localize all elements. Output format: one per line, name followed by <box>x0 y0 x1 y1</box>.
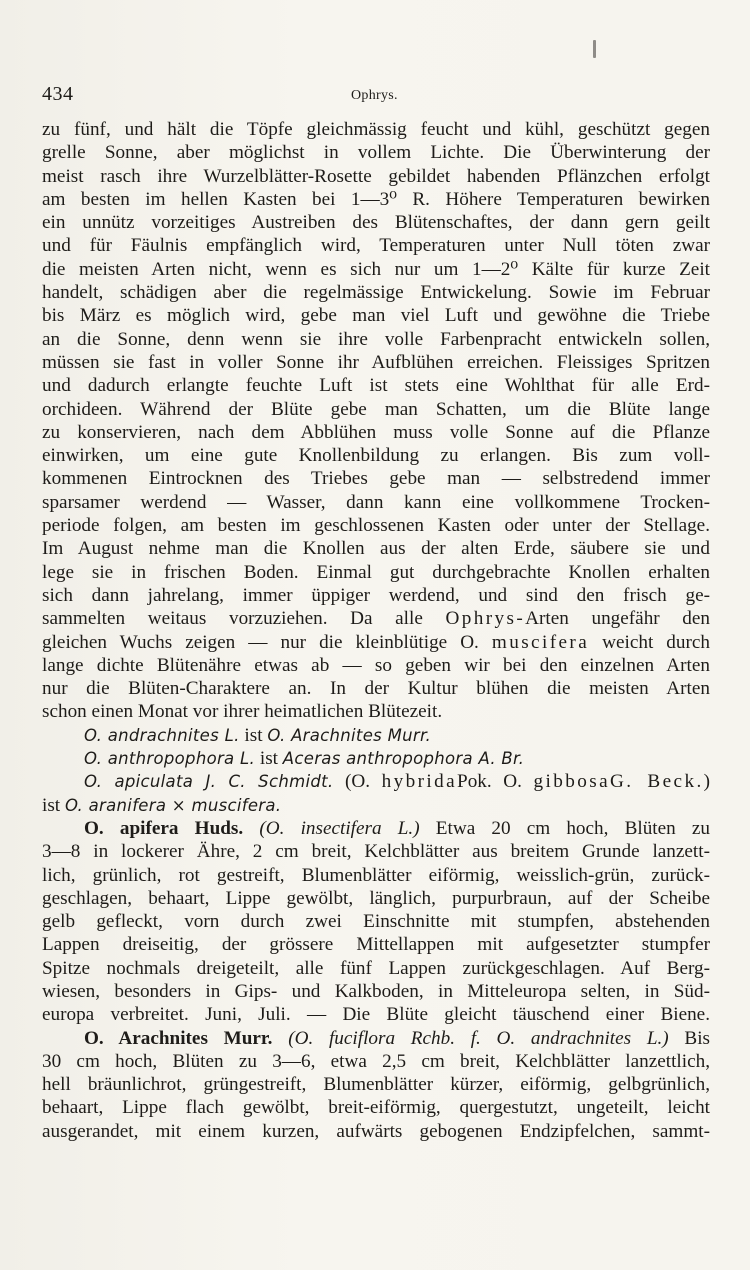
text-line: periode folgen, am besten im geschlossenen Kasten oder unter der Stellage. <box>42 515 710 537</box>
page-number: 434 <box>42 83 74 105</box>
synonym-name: O. anthropophora L. <box>84 749 256 769</box>
species-synonym: (O. fuciflora Rchb. f. O. andrachnites L.) <box>288 1027 669 1049</box>
spaced-author: G. Beck. <box>610 771 704 793</box>
synonym-o: O. <box>503 771 522 793</box>
synonym-line <box>42 794 710 817</box>
text-line: handelt, schädigen aber die regelmässige Entwickelung. Sowie im Februar <box>42 282 710 304</box>
text-line: kommenen Eintrocknen des Triebes gebe man — selbstredend immer <box>42 468 710 490</box>
text-line: grelle Sonne, aber möglichst in vollem Lichte. Die Überwinterung der <box>42 142 710 164</box>
text-line: orchideen. Während der Blüte gebe man Schatten, um die Blüte lange <box>42 398 710 420</box>
text-line: europa verbreitet. Juni, Juli. — Die Blüte gleicht täuschend einer Biene. <box>42 1004 710 1026</box>
text-line: Lappen dreiseitig, der grössere Mittellappen mit aufgesetzter stumpfer <box>42 934 710 956</box>
body-text <box>42 118 710 1143</box>
text-fragment: Etwa 20 cm hoch, Blüten zu <box>435 817 711 839</box>
text-line: einwirken, um eine gute Knollenbildung zu erlangen. Bis zum voll- <box>42 445 710 467</box>
text-line: 30 cm hoch, Blüten zu 3—6, etwa 2,5 cm breit, Kelchblätter lanzettlich, <box>42 1050 710 1072</box>
text-line: hell bräunlichrot, grüngestreift, Blumenblätter kürzer, eiförmig, gelbgrünlich, <box>42 1074 710 1096</box>
synonym-target: Aceras anthropophora A. Br. <box>282 749 525 769</box>
text-fragment: sammelten weitaus vorzuziehen. Da alle <box>42 608 423 630</box>
spaced-species: gibbosa <box>533 771 611 793</box>
synonym-paren: (O. <box>345 771 371 793</box>
synonym-ist: ist <box>259 748 278 770</box>
text-line: müssen sie fast in voller Sonne ihr Aufblühen erreichen. Fleissiges Spritzen <box>42 351 710 373</box>
text-line: lege sie in frischen Boden. Einmal gut durchgebrachte Knollen erhalten <box>42 561 710 583</box>
species-synonym: (O. insectifera L.) <box>259 817 420 839</box>
spaced-genus: Ophrys- <box>445 608 526 630</box>
text-line: ausgerandet, mit einem kurzen, aufwärts gebogenen Endzipfelchen, sammt- <box>42 1120 710 1142</box>
running-head: Ophrys. <box>351 88 398 103</box>
text-line: die meisten Arten nicht, wenn es sich nur um 1—2⁰ Kälte für kurze Zeit <box>42 258 710 280</box>
synonym-line <box>42 747 710 770</box>
synonym-name: O. apiculata J. C. Schmidt. <box>84 772 334 792</box>
text-line: lich, grünlich, rot gestreift, Blumenblätter eiförmig, weisslich-grün, zurück- <box>42 864 710 886</box>
text-fragment: gleichen Wuchs zeigen — nur die kleinblütige O. <box>42 631 479 653</box>
text-line: und für Fäulnis empfänglich wird, Temperaturen unter Null töten zwar <box>42 235 710 257</box>
synonym-close: ) <box>703 771 711 793</box>
text-line: Spitze nochmals dreigeteilt, alle fünf Lappen zurückgeschlagen. Auf Berg- <box>42 957 710 979</box>
text-line: meist rasch ihre Wurzelblätter-Rosette gebildet habenden Pflänzchen erfolgt <box>42 165 710 187</box>
text-line: sparsamer werdend — Wasser, dann kann eine vollkommene Trocken- <box>42 491 710 513</box>
text-line: zu fünf, und hält die Töpfe gleichmässig feucht und kühl, geschützt gegen <box>42 119 710 140</box>
text-line: wiesen, besonders in Gips- und Kalkboden, in Mitteleuropa selten, in Süd- <box>42 980 710 1002</box>
text-fragment: Arten ungefähr den <box>525 608 710 630</box>
species-name: O. Arachnites Murr. <box>84 1027 273 1049</box>
spaced-species: hybrida <box>381 771 458 793</box>
text-line: ein unnütz vorzeitiges Austreiben des Blütenschaftes, der dann gern geilt <box>42 212 710 234</box>
species-heading-line <box>42 817 710 840</box>
text-line: am besten im hellen Kasten bei 1—3⁰ R. Höhere Temperaturen bewirken <box>42 188 710 210</box>
text-line: zu konservieren, nach dem Abblühen muss volle Sonne auf die Pflanze <box>42 421 710 443</box>
author: Pok. <box>457 771 492 793</box>
text-line <box>42 607 710 630</box>
text-line <box>42 631 710 654</box>
text-line: bis März es möglich wird, gebe man viel Luft und gewöhne die Triebe <box>42 305 710 327</box>
species-name: O. apifera Huds. <box>84 817 244 839</box>
text-line: an die Sonne, denn wenn sie ihre volle Farbenpracht entwickeln sollen, <box>42 328 710 350</box>
synonym-line <box>42 724 710 747</box>
text-line: sich dann jahrelang, immer üppiger werdend, und sind den frisch ge- <box>42 584 710 606</box>
text-line: und dadurch erlangte feuchte Luft ist stets eine Wohlthat für alle Erd- <box>42 375 710 397</box>
text-line: geschlagen, behaart, Lippe gewölbt, länglich, purpurbraun, auf der Scheibe <box>42 887 710 909</box>
text-line: behaart, Lippe flach gewölbt, breit-eiförmig, quergestutzt, ungeteilt, leicht <box>42 1097 710 1119</box>
ink-mark <box>593 40 596 58</box>
text-line: Im August nehme man die Knollen aus der alten Erde, säubere sie und <box>42 538 710 560</box>
species-heading-line <box>42 1027 710 1050</box>
text-line: nur die Blüten-Charaktere an. In der Kultur blühen die meisten Arten <box>42 678 710 700</box>
synonym-name: O. andrachnites L. <box>84 725 240 745</box>
text-fragment: weicht durch <box>602 631 710 653</box>
text-line: lange dichte Blütenähre etwas ab — so geben wir bei den einzelnen Arten <box>42 654 710 676</box>
text-fragment: Bis <box>684 1027 711 1049</box>
text-line: 3—8 in lockerer Ähre, 2 cm breit, Kelchblätter aus breitem Grunde lanzett- <box>42 841 710 863</box>
spaced-species: muscifera <box>491 631 590 653</box>
hybrid-name: O. aranifera × muscifera. <box>64 795 282 815</box>
text-line: gelb gefleckt, vorn durch zwei Einschnitte mit stumpfen, abstehenden <box>42 911 710 933</box>
synonym-target: O. Arachnites Murr. <box>267 725 432 745</box>
synonym-ist: ist <box>42 794 61 816</box>
text-line: schon einen Monat vor ihrer heimatlichen Blütezeit. <box>42 701 443 723</box>
synonym-ist: ist <box>244 724 263 746</box>
synonym-line <box>42 770 710 793</box>
